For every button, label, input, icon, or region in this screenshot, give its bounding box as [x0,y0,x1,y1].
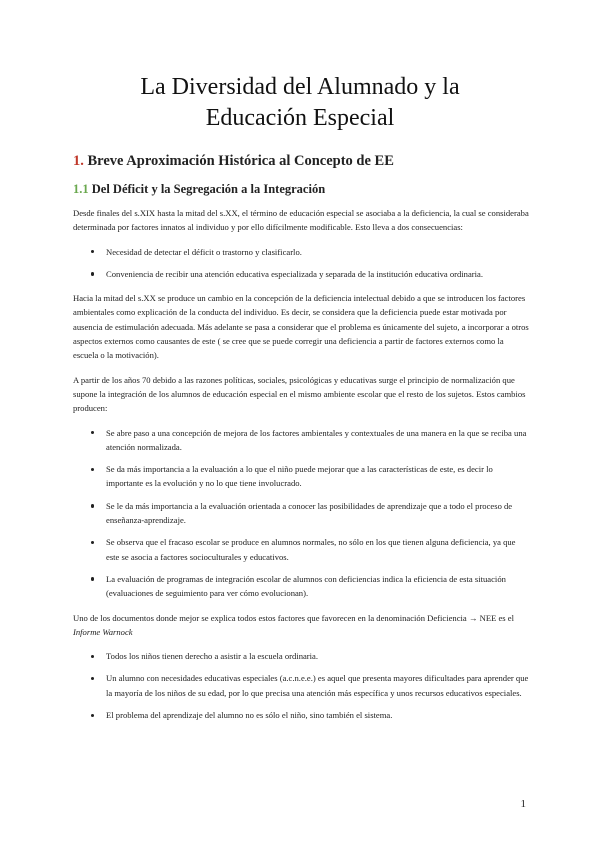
warnock-text: Uno de los documentos donde mejor se explica todos estos factores que favorecen en la denominación Deficiencia → NEE es el [73,612,514,623]
list-item: Se da más importancia a la evaluación a lo que el niño puede mejorar que a las características de este, es decir lo importante es la evolución y no lo que tiene involucrado. [106,462,529,491]
warnock-report-title: Informe Warnock [73,626,133,637]
section-heading [73,153,394,170]
list-item: Todos los niños tienen derecho a asistir a la escuela ordinaria. [106,649,529,663]
consequences-list [73,245,529,282]
paragraph-mid-century: Hacia la mitad del s.XX se produce un cambio en la concepción de la deficiencia intelectual debido a que se introducen los factores ambientales como explicación de la conducta del individuo. Es decir, se considera que la deficiencia puede estar motivada por ausencia de estimulación adecuada. Más adelante se pasa a considerar que el problema es únicamente del sujeto, a incorporar a otros aspectos externos como causantes de este ( se cree que se puede corregir una deficiencia a partir de factores externos como la escuela o la motivación). [73,293,529,361]
paragraph-warnock [73,611,529,640]
document-body [73,206,529,732]
list-item: La evaluación de programas de integración escolar de alumnos con deficiencias indica la eficiencia de esta situación (evaluaciones de seguimiento para ver cómo evolucionan). [106,572,529,601]
subsection-heading [73,182,325,197]
warnock-list [73,649,529,722]
subsection-title: Del Déficit y la Segregación a la Integración [91,182,326,196]
title-line-1: La Diversidad del Alumnado y la [140,74,460,100]
list-item: Un alumno con necesidades educativas especiales (a.c.n.e.e.) es aquel que presenta mayores dificultades para aprender que la mayoría de los niños de su edad, por lo que precisa una atención más específica y unos recursos educativos especiales. [106,671,529,700]
list-item: Se le da más importancia a la evaluación orientada a conocer las posibilidades de aprendizaje que a todo el proceso de enseñanza-aprendizaje. [106,499,529,528]
subsection-number: 1.1 [73,182,89,196]
list-item: El problema del aprendizaje del alumno no es sólo el niño, sino también el sistema. [106,708,529,722]
section-number: 1. [73,153,84,169]
title-line-2: Educación Especial [205,105,395,131]
list-item: Necesidad de detectar el déficit o trastorno y clasificarlo. [106,245,529,259]
section-title: Breve Aproximación Histórica al Concepto de EE [87,153,394,169]
document-title [60,72,540,134]
list-item: Se abre paso a una concepción de mejora de los factores ambientales y contextuales de una manera en la que se reciba una atención normalizada. [106,426,529,455]
changes-list [73,426,529,601]
paragraph-normalization: A partir de los años 70 debido a las razones políticas, sociales, psicológicas y educativas surge el principio de normalización que supone la integración de los alumnos de educación especial en el mismo ambiente escolar que el resto de los sujetos. Estos cambios producen: [73,374,526,414]
list-item: Se observa que el fracaso escolar se produce en alumnos normales, no sólo en los que tienen alguna deficiencia, ya que este se asocia a factores socioculturales y educativos. [106,535,529,564]
list-item: Conveniencia de recibir una atención educativa especializada y separada de la institución educativa ordinaria. [106,267,529,281]
paragraph-intro: Desde finales del s.XIX hasta la mitad del s.XX, el término de educación especial se asociaba a la deficiencia, la cual se consideraba determinada por factores innatos al individuo y por ello difícilmente modificable. Esto lleva a dos consecuencias: [73,208,529,233]
page-number: 1 [520,798,526,810]
